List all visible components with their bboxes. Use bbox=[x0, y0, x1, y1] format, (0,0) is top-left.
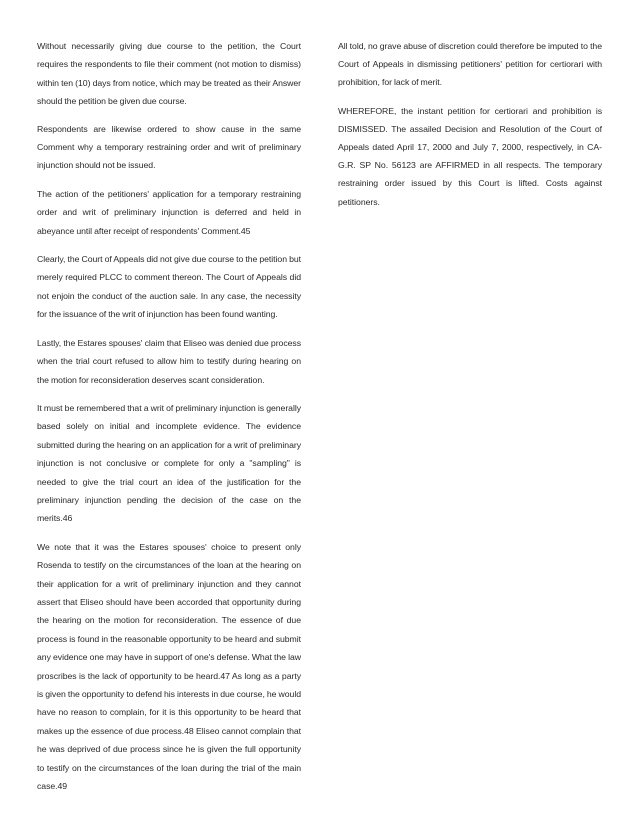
right-column bbox=[338, 37, 602, 221]
paragraph: The action of the petitioners' application for a temporary restraining order and writ of preliminary injunction is deferred and held in abeyance until after receipt of respondents' Comment.45 bbox=[37, 188, 301, 236]
paragraph: Lastly, the Estares spouses' claim that Eliseo was denied due process when the trial court refused to allow him to testify during hearing on the motion for reconsideration deserves scant consideration. bbox=[37, 337, 301, 385]
paragraph: It must be remembered that a writ of preliminary injunction is generally based solely on initial and incomplete evidence. The evidence submitted during the hearing on an application for a writ of preliminary injunction is not conclusive or complete for only a "sampling" is needed to give the trial court an idea of the justification for the preliminary injunction pending the decision of the case on the merits.46 bbox=[37, 402, 301, 524]
paragraph: Clearly, the Court of Appeals did not give due course to the petition but merely required PLCC to comment thereon. The Court of Appeals did not enjoin the conduct of the auction sale. In any case, the necessity for the issuance of the writ of injunction has been found wanting. bbox=[37, 254, 301, 320]
paragraph: WHEREFORE, the instant petition for certiorari and prohibition is DISMISSED. The assailed Decision and Resolution of the Court of Appeals dated April 17, 2000 and July 7, 2000, respectively, in CA-G.R. SP No. 56123 are AFFIRMED in all respects. The temporary restraining order issued by this Court is lifted. Costs against petitioners. bbox=[338, 105, 602, 207]
paragraph: All told, no grave abuse of discretion could therefore be imputed to the Court of Appeals in dismissing petitioners' petition for certiorari with prohibition, for lack of merit. bbox=[338, 41, 602, 88]
paragraph: We note that it was the Estares spouses' choice to present only Rosenda to testify on the circumstances of the loan at the hearing on their application for a writ of preliminary injunction and they cannot assert that Eliseo should have been accorded that opportunity during the hearing on the motion for reconsideration. The essence of due process is found in the reasonable opportunity to be heard and submit any evidence one may have in support of one's defense. What the law proscribes is the lack of opportunity to be heard.47 As long as a party is given the opportunity to defend his interests in due course, he would have no reason to complain, for it is this opportunity to be heard that makes up the essence of due process.48 Eliseo cannot complain that he was deprived of due process since he is given the full opportunity to testify on the circumstances of the loan during the trial of the main case.49 bbox=[37, 541, 301, 792]
left-column bbox=[37, 37, 301, 805]
paragraph: Without necessarily giving due course to the petition, the Court requires the respondents to file their comment (not motion to dismiss) within ten (10) days from notice, which may be treated as their Answer should the petition be given due course. bbox=[37, 41, 301, 107]
paragraph: Respondents are likewise ordered to show cause in the same Comment why a temporary restraining order and writ of preliminary injunction should not be issued. bbox=[37, 123, 301, 171]
